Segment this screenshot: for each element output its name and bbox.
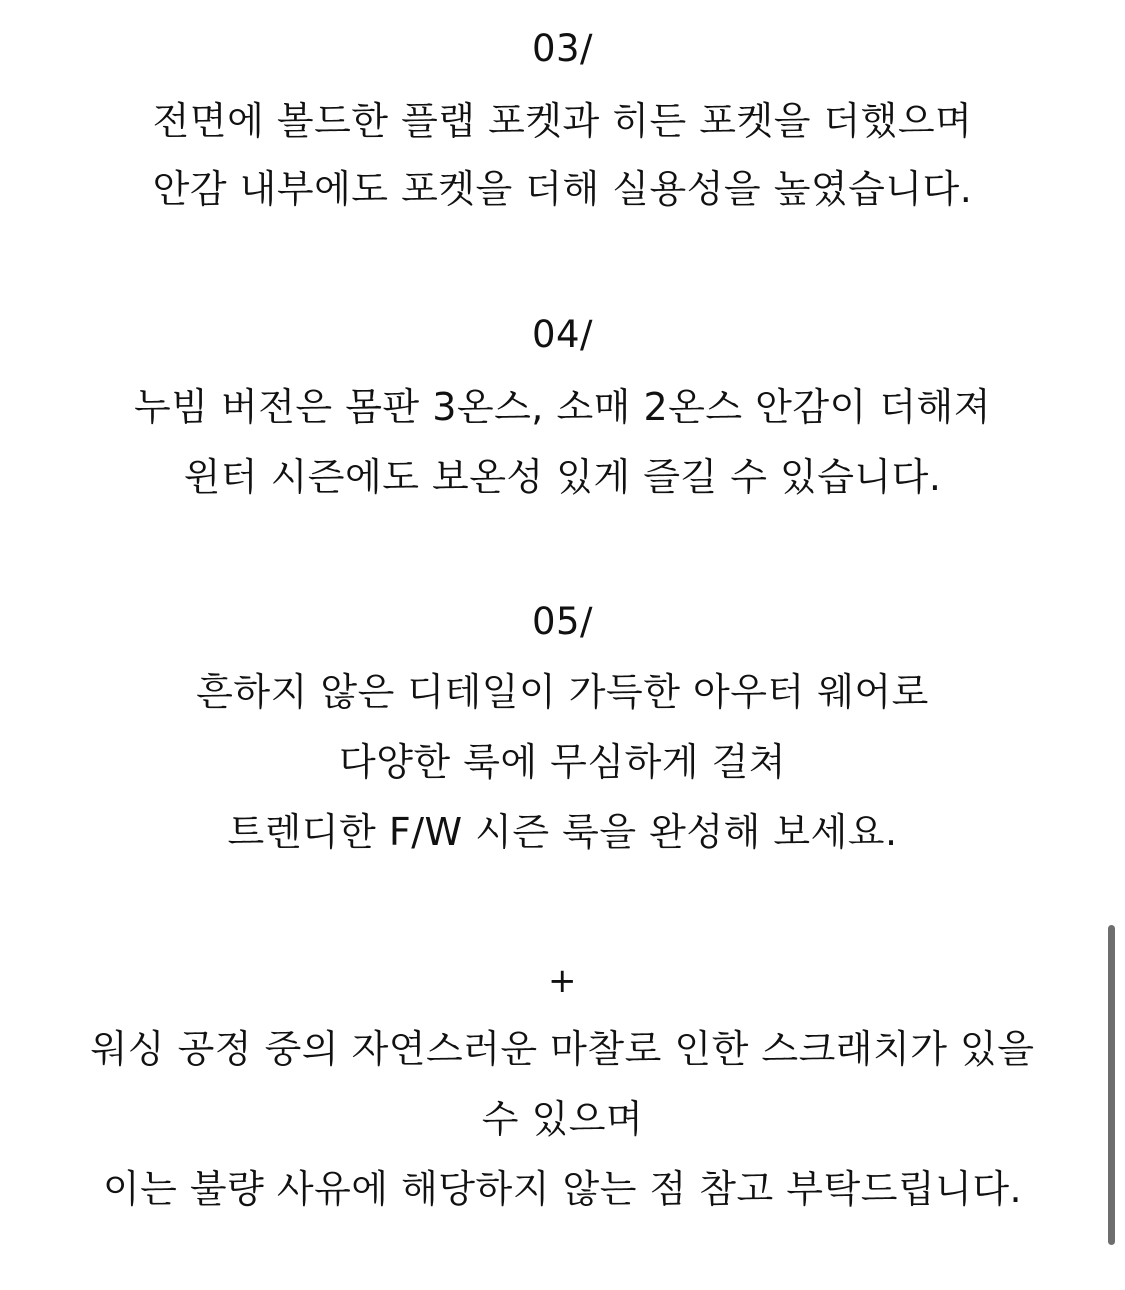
vertical-scrollbar[interactable] — [1108, 925, 1115, 1245]
section-03-heading: 03/ — [531, 27, 594, 70]
section-04-heading: 04/ — [531, 313, 594, 356]
note-plus-symbol: + — [548, 961, 577, 1001]
section-05-line-1: 흔하지 않은 디테일이 가득한 아우터 웨어로 — [196, 670, 929, 714]
note-line-3: 이는 불량 사유에 해당하지 않는 점 참고 부탁드립니다. — [102, 1167, 1023, 1211]
section-05-line-2: 다양한 룩에 무심하게 걸쳐 — [338, 740, 787, 784]
section-04-line-2: 윈터 시즌에도 보온성 있게 즐길 수 있습니다. — [183, 455, 942, 499]
note-line-1: 워싱 공정 중의 자연스러운 마찰로 인한 스크래치가 있을 — [90, 1027, 1035, 1071]
section-05-line-3: 트렌디한 F/W 시즌 룩을 완성해 보세요. — [227, 810, 898, 854]
note-line-2: 수 있으며 — [481, 1097, 644, 1141]
section-03-line-1: 전면에 볼드한 플랩 포켓과 히든 포켓을 더했으며 — [152, 99, 973, 143]
section-03-line-2: 안감 내부에도 포켓을 더해 실용성을 높였습니다. — [152, 167, 973, 211]
section-05-heading: 05/ — [531, 600, 594, 643]
section-04-line-1: 누빔 버전은 몸판 3온스, 소매 2온스 안감이 더해져 — [134, 385, 991, 429]
